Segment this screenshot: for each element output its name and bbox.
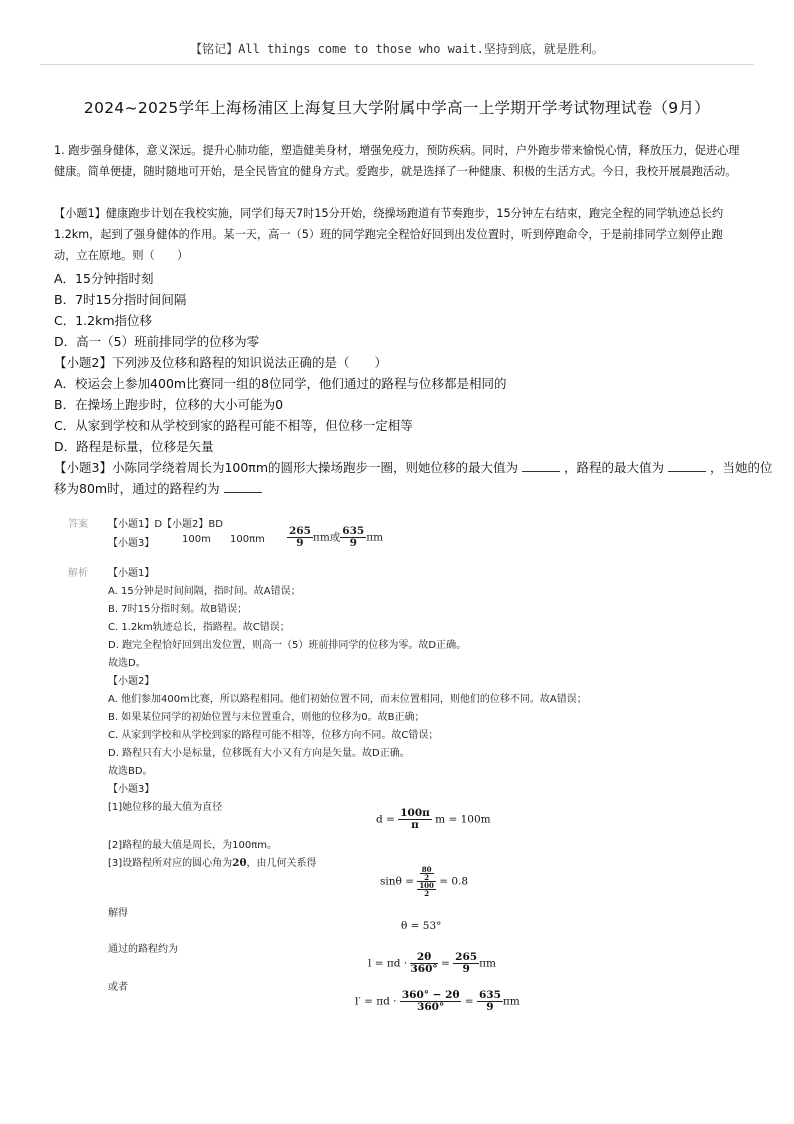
analysis-line: 通过的路程约为 xyxy=(108,944,178,955)
analysis-line: 故选D。 xyxy=(108,658,146,669)
motto-header: 【铭记】All things come to those who wait.坚持到底，就是胜利。 xyxy=(190,42,604,56)
q2-stem: 【小题2】下列涉及位移和路程的知识说法正确的是（ ） xyxy=(54,355,387,370)
formula-theta: θ = 53° xyxy=(401,920,442,932)
answer-row-1: 【小题1】D【小题2】BD xyxy=(108,519,223,530)
answer-blank-2 xyxy=(668,459,706,472)
question-intro: 1. 跑步强身健体，意义深远。提升心肺功能，塑造健美身材，增强免疫力，预防疾病。同时，户外跑步带来愉悦心情，释放压力，促进心理健康。简单便捷，随时随地可开始，是全民皆宜的健身方式。爱跑步，就是选择了一种健康、积极的生活方式。今日，我校开展晨跑活动。 xyxy=(54,144,740,178)
q2-option-b: B．在操场上跑步时，位移的大小可能为0 xyxy=(54,397,284,412)
analysis-label: 解析 xyxy=(68,568,88,579)
analysis-line: [1]她位移的最大值为直径 xyxy=(108,802,223,813)
formula-path-2: l′ = πd · $\frac{360^\circ - 2\theta}{360^\circ}$ = $\frac{635}{9}$ πm xyxy=(355,989,520,1013)
formula-sine: sinθ = $\frac{\frac{80}{2}}{\frac{100}{2}}$ = 0.8 xyxy=(380,865,469,898)
analysis-line: 或者 xyxy=(108,982,128,993)
q3-text-d: 移为80m时，通过的路程约为 xyxy=(54,481,220,496)
q3-text-b: ，路程的最大值为 xyxy=(563,460,664,475)
answer-mid: πm或 xyxy=(312,531,341,544)
formula-path-1: l = πd · $\frac{2\theta}{360^\circ}$ = $\frac{265}{9}$ πm xyxy=(368,951,496,975)
q3-text-a: 【小题3】小陈同学绕着周长为100πm的圆形大操场跑步一圈，则她位移的最大值为 xyxy=(54,460,519,475)
answer-tail: πm xyxy=(366,531,384,544)
q2-option-a: A．校运会上参加400m比赛同一组的8位同学，他们通过的路程与位移都是相同的 xyxy=(54,376,507,391)
analysis-line: A. 他们参加400m比赛，所以路程相同。他们初始位置不同，而末位置相同，则他们的位移不同。故A错误； xyxy=(108,694,587,705)
page-title: 2024~2025学年上海杨浦区上海复旦大学附属中学高一上学期开学考试物理试卷（9月） xyxy=(83,99,711,117)
q3-stem-line2 xyxy=(54,479,262,497)
analysis-line: 故选BD。 xyxy=(108,766,153,777)
answer-blank-1 xyxy=(522,459,560,472)
answer-fraction-1: $\frac{265}{9}$ xyxy=(289,525,311,549)
q3-stem-line1 xyxy=(54,458,772,476)
q1-option-c: C．1.2km指位移 xyxy=(54,313,153,328)
analysis-line: [2]路程的最大值是周长，为100πm。 xyxy=(108,840,278,851)
header-divider xyxy=(40,64,754,65)
answer-value-1: 100m xyxy=(182,534,211,545)
q2-option-c: C．从家到学校和从学校到家的路程可能不相等，但位移一定相等 xyxy=(54,418,413,433)
analysis-line: A. 15分钟是时间间隔，指时间。故A错误； xyxy=(108,586,301,597)
answer-value-3 xyxy=(287,526,383,549)
q1-stem: 【小题1】健康跑步计划在我校实施，同学们每天7时15分开始，绕操场跑道有节奏跑步，15分钟左右结束，跑完全程的同学轨迹总长约1.2km，起到了强身健体的作用。某一天，高一（5）班的同学跑完全程恰好回到出发位置时，听到停跑命令，于是前排同学立刻停止跑动，立在原地。则（ ） xyxy=(54,207,724,262)
analysis-line: D. 路程只有大小是标量，位移既有大小又有方向是矢量。故D正确。 xyxy=(108,748,410,759)
q1-option-d: D．高一（5）班前排同学的位移为零 xyxy=(54,334,260,349)
analysis-line: 【小题2】 xyxy=(108,676,155,687)
analysis-line: B. 7时15分指时刻。故B错误； xyxy=(108,604,248,615)
q2-option-d: D．路程是标量，位移是矢量 xyxy=(54,439,214,454)
analysis-line: B. 如果某位同学的初始位置与末位置重合，则他的位移为0。故B正确； xyxy=(108,712,425,723)
q1-option-b: B．7时15分指时间间隔 xyxy=(54,292,187,307)
analysis-line: D. 跑完全程恰好回到出发位置，则高一（5）班前排同学的位移为零。故D正确。 xyxy=(108,640,467,651)
answer-label: 答案 xyxy=(68,519,88,530)
q1-option-a: A．15分钟指时刻 xyxy=(54,271,154,286)
analysis-line: [3]设路程所对应的圆心角为2θ，由几何关系得 xyxy=(108,857,317,869)
formula-diameter: d = $\frac{100\pi}{\pi}$ m = 100m xyxy=(376,807,491,831)
answer-row-2-label: 【小题3】 xyxy=(108,538,155,549)
analysis-line: 【小题1】 xyxy=(108,568,155,579)
analysis-line: C. 1.2km轨迹总长，指路程。故C错误； xyxy=(108,622,290,633)
analysis-line: 【小题3】 xyxy=(108,784,155,795)
analysis-line: C. 从家到学校和从学校到家的路程可能不相等，位移方向不同。故C错误； xyxy=(108,730,439,741)
answer-blank-3 xyxy=(224,480,262,493)
answer-fraction-2: $\frac{635}{9}$ xyxy=(342,525,365,549)
q3-text-c: ，当她的位 xyxy=(709,460,773,475)
analysis-line: 解得 xyxy=(108,908,128,919)
answer-value-2: 100πm xyxy=(230,534,265,545)
